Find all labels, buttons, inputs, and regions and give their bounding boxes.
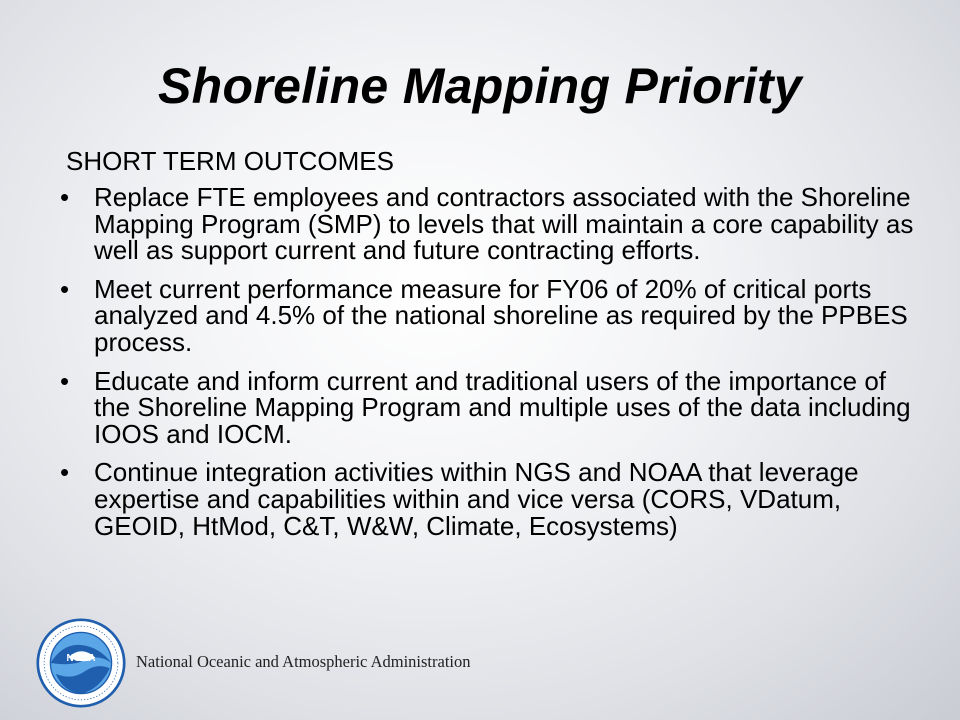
- agency-name: National Oceanic and Atmospheric Administration: [136, 652, 471, 671]
- bullet-item: [58, 365, 918, 449]
- bullet-text: Educate and inform current and traditional users of the importance of the Shoreline Mapping Program and multiple uses of the data including IOOS and IOCM.: [94, 365, 911, 449]
- bullet-item: [58, 273, 918, 357]
- section-subheading: SHORT TERM OUTCOMES: [66, 146, 394, 176]
- footer: [36, 618, 536, 708]
- bullet-icon: •: [60, 457, 70, 488]
- bullet-text: Meet current performance measure for FY06 of 20% of critical ports analyzed and 4.5% of the national shoreline as required by the PPBES process.: [94, 273, 908, 357]
- bullet-item: [58, 184, 918, 264]
- bullet-list: [58, 184, 918, 551]
- bullet-text: Continue integration activities within NGS and NOAA that leverage expertise and capabilities within and vice versa (CORS, VDatum, GEOID, HtMod, C&T, W&W, Climate, Ecosystems): [94, 457, 859, 541]
- logo-text: NOAA: [66, 653, 96, 665]
- slide-title: Shoreline Mapping Priority: [158, 58, 802, 114]
- bullet-item: [58, 459, 918, 539]
- bullet-icon: •: [60, 182, 70, 212]
- bullet-text: Replace FTE employees and contractors associated with the Shoreline Mapping Program (SMP) to levels that will maintain a core capability as well as support current and future contracting efforts.: [94, 182, 914, 266]
- noaa-logo-icon: [36, 618, 126, 708]
- bullet-icon: •: [60, 365, 70, 396]
- bullet-icon: •: [60, 273, 70, 304]
